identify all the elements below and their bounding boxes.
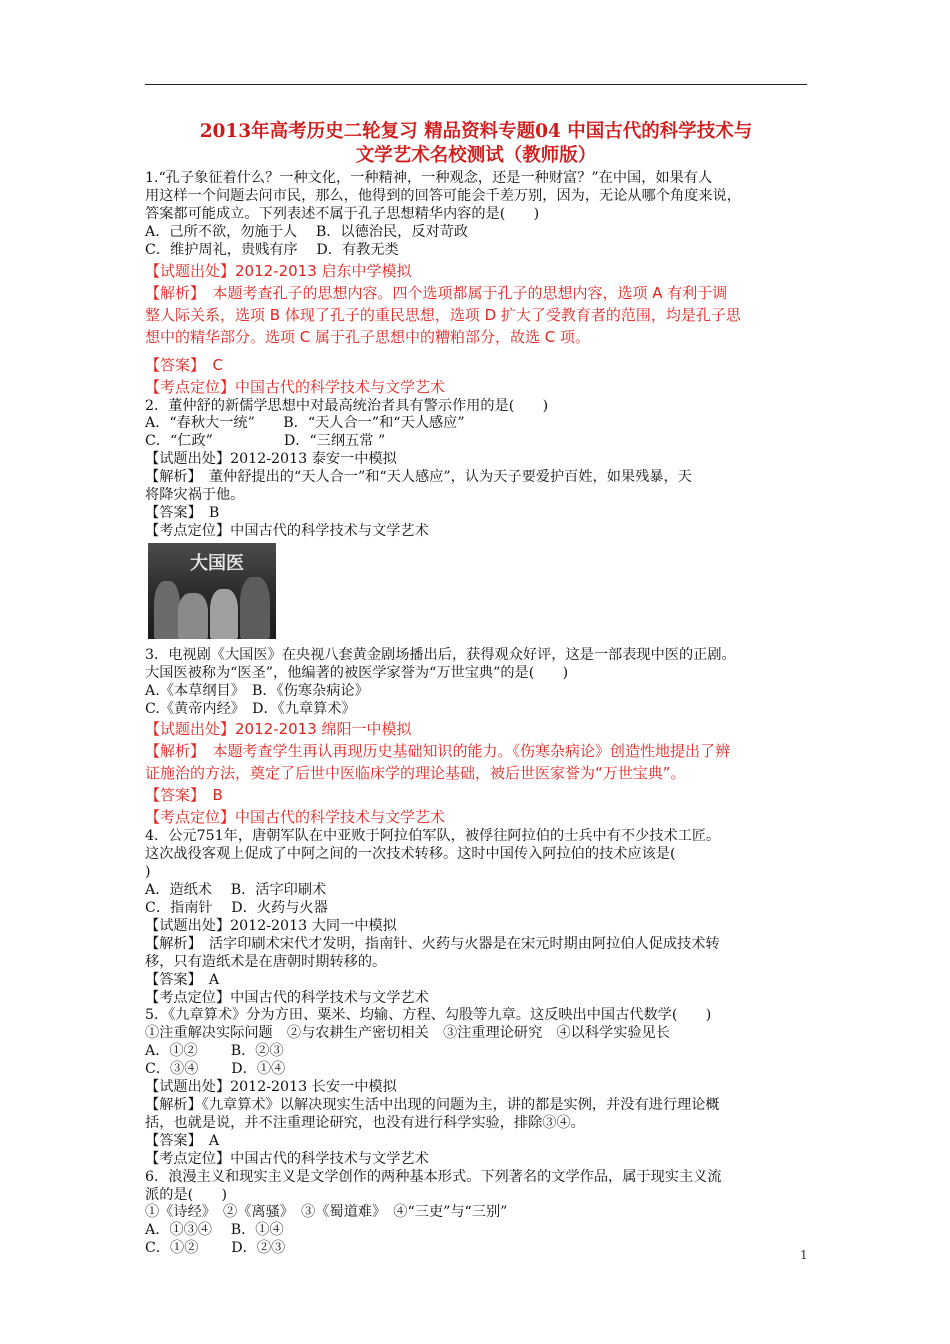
q4-point: 【考点定位】中国古代的科学技术与文学艺术 xyxy=(145,989,429,1006)
q5-analysis-2: 括，也就是说，并不注重理论研究，也没有进行科学实验，排除③④。 xyxy=(145,1114,585,1131)
q2-analysis-2: 将降灾祸于他。 xyxy=(145,487,245,504)
q5-analysis-1: 【解析】《九章算术》以解决现实生活中出现的问题为主，讲的都是实例，并没有进行理论概 xyxy=(145,1097,720,1113)
q2-answer: 【答案】 B xyxy=(145,504,220,521)
q3-analysis-1: 【解析】 本题考查学生再认再现历史基础知识的能力。《伤寒杂病论》创造性地提出了辨 xyxy=(145,742,731,761)
q4-analysis-1: 【解析】 活字印刷术宋代才发明，指南针、火药与火器是在宋元时期由阿拉伯人促成技术转 xyxy=(145,935,720,952)
q1-stem-1: 1.“孔子象征着什么？一种文化，一种精神，一种观念，还是一种财富？”在中国，如果有人 xyxy=(145,170,713,186)
q1-options-ab: A．己所不欲，勿施于人 B．以德治民，反对苛政 xyxy=(145,223,469,240)
title-line-2: 文学艺术名校测试（教师版） xyxy=(355,145,597,166)
q4-answer: 【答案】 A xyxy=(145,971,220,988)
q1-answer: 【答案】 C xyxy=(145,355,223,374)
q4-analysis-2: 移，只有造纸术是在唐朝时期转移的。 xyxy=(145,953,387,970)
q3-stem-1: 3．电视剧《大国医》在央视八套黄金剧场播出后，获得观众好评，这是一部表现中医的正剧。 xyxy=(145,646,736,663)
document-title xyxy=(145,120,807,168)
q2-options-ab: A．“春秋大一统” B．“天人合一”和“天人感应” xyxy=(145,415,465,432)
q5-stem-2: ①注重解决实际问题 ②与农耕生产密切相关 ③注重理论研究 ④以科学实验见长 xyxy=(145,1025,670,1042)
title-line-1: 2013年高考历史二轮复习 精品资料专题04 中国古代的科学技术与 xyxy=(199,121,753,142)
page-number: 1 xyxy=(800,1248,808,1262)
tv-drama-poster-image xyxy=(148,543,276,639)
q6-options-cd: C．①② D．②③ xyxy=(145,1240,286,1257)
q2-source: 【试题出处】2012-2013 泰安一中模拟 xyxy=(145,451,397,468)
q6-items: ①《诗经》 ②《离骚》 ③《蜀道难》 ④“三吏”与“三别” xyxy=(145,1204,508,1221)
q2-point: 【考点定位】中国古代的科学技术与文学艺术 xyxy=(145,522,429,539)
header-rule xyxy=(145,84,807,85)
q3-answer: 【答案】 B xyxy=(145,786,223,805)
q4-source: 【试题出处】2012-2013 大同一中模拟 xyxy=(145,917,397,934)
q4-stem-1: 4．公元751年，唐朝军队在中亚败于阿拉伯军队，被俘往阿拉伯的士兵中有不少技术工匠。 xyxy=(145,828,721,845)
q3-point: 【考点定位】中国古代的科学技术与文学艺术 xyxy=(145,808,446,827)
q5-point: 【考点定位】中国古代的科学技术与文学艺术 xyxy=(145,1150,429,1167)
q1-analysis-3: 想中的精华部分。选项 C 属于孔子思想中的糟粕部分，故选 C 项。 xyxy=(145,327,591,346)
q1-point: 【考点定位】中国古代的科学技术与文学艺术 xyxy=(145,377,446,396)
q4-stem-3: ) xyxy=(145,864,151,881)
q6-stem-1: 6．浪漫主义和现实主义是文学创作的两种基本形式。下列著名的文学作品，属于现实主义流 xyxy=(145,1168,722,1185)
q4-options-ab: A．造纸术 B．活字印刷术 xyxy=(145,882,327,899)
q4-options-cd: C．指南针 D．火药与火器 xyxy=(145,900,328,917)
q5-stem-1: 5．《九章算术》分为方田、粟米、均输、方程、勾股等九章。这反映出中国古代数学( ) xyxy=(145,1007,712,1024)
q4-stem-2: 这次战役客观上促成了中阿之间的一次技术转移。这时中国传入阿拉伯的技术应该是( xyxy=(145,846,676,863)
q6-options-ab: A．①③④ B．①④ xyxy=(145,1222,284,1239)
q1-analysis-2: 整人际关系，选项 B 体现了孔子的重民思想，选项 D 扩大了受教育者的范围，均是孔子思 xyxy=(145,305,741,324)
q1-stem-2: 用这样一个问题去问市民，那么，他得到的回答可能会千差万别，因为，无论从哪个角度来说， xyxy=(145,187,741,204)
q3-source: 【试题出处】2012-2013 绵阳一中模拟 xyxy=(145,720,412,739)
document-body xyxy=(145,170,813,1258)
q2-options-cd: C．“仁政” D．“三纲五常 ” xyxy=(145,433,386,450)
q1-stem-3: 答案都可能成立。下列表述不属于孔子思想精华内容的是( ) xyxy=(145,205,540,222)
q3-options-ab: A.《本草纲目》 B．《伤寒杂病论》 xyxy=(145,682,369,699)
poster-title-text: 大国医 xyxy=(190,552,244,574)
q2-stem-1: 2．董仲舒的新儒学思想中对最高统治者具有警示作用的是( ) xyxy=(145,397,549,414)
q6-stem-2: 派的是( ) xyxy=(145,1186,228,1203)
q5-options-cd: C．③④ D．①④ xyxy=(145,1061,286,1078)
q1-analysis-1: 【解析】 本题考查孔子的思想内容。四个选项都属于孔子的思想内容，选项 A 有利于调 xyxy=(145,283,728,302)
q3-analysis-2: 证施治的方法，奠定了后世中医临床学的理论基础，被后世医家誉为“万世宝典”。 xyxy=(145,764,686,783)
q3-stem-2: 大国医被称为“医圣”，他编著的被医学家誉为“万世宝典”的是( ) xyxy=(145,664,569,681)
q3-options-cd: C.《黄帝内经》 D．《九章算术》 xyxy=(145,700,356,717)
q1-options-cd: C．维护周礼，贵贱有序 D．有教无类 xyxy=(145,241,399,258)
q2-analysis-1: 【解析】 董仲舒提出的“天人合一”和“天人感应”，认为天子要爱护百姓，如果残暴，天 xyxy=(145,469,692,486)
q5-options-ab: A．①② B．②③ xyxy=(145,1043,284,1060)
q1-source: 【试题出处】2012-2013 启东中学模拟 xyxy=(145,261,412,280)
q5-answer: 【答案】 A xyxy=(145,1132,220,1149)
q5-source: 【试题出处】2012-2013 长安一中模拟 xyxy=(145,1079,397,1096)
